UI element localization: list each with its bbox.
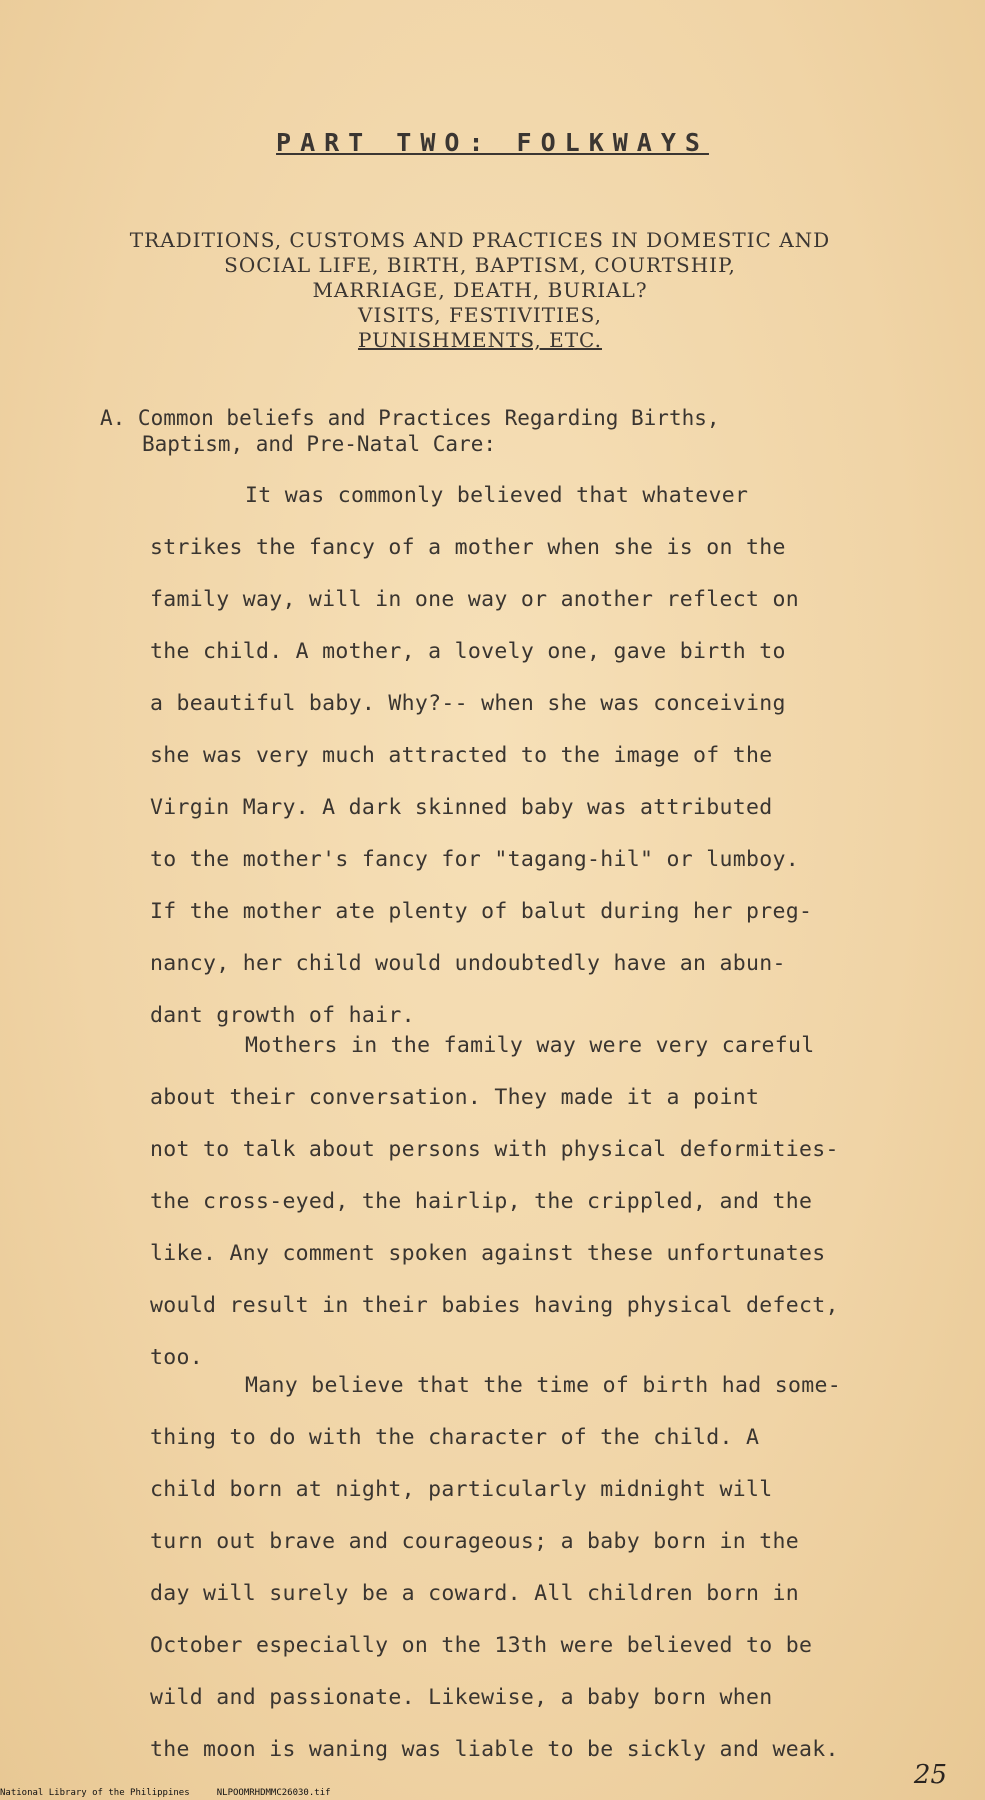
text-line: October especially on the 13th were believed to be bbox=[150, 1633, 813, 1658]
subtitle-line: PUNISHMENTS, ETC. bbox=[357, 328, 602, 352]
text-line: the cross-eyed, the hairlip, the crippled, and the bbox=[150, 1189, 813, 1214]
text-line: she was very much attracted to the image of the bbox=[150, 743, 773, 768]
heading-line: Baptism, and Pre-Natal Care: bbox=[142, 432, 497, 456]
page-title: PART TWO: FOLKWAYS bbox=[276, 128, 709, 157]
text-line: family way, will in one way or another reflect on bbox=[150, 587, 799, 612]
archive-footer: National Library of the Philippines NLPOOMRHDMMC26030.tif bbox=[0, 1788, 331, 1798]
text-line: thing to do with the character of the child. A bbox=[150, 1425, 760, 1450]
text-line: to the mother's fancy for "tagang-hil" or lumboy. bbox=[150, 847, 799, 872]
text-line: would result in their babies having physical defect, bbox=[150, 1293, 839, 1318]
text-line: wild and passionate. Likewise, a baby born when bbox=[150, 1685, 773, 1710]
text-line: Virgin Mary. A dark skinned baby was attributed bbox=[150, 795, 773, 820]
text-line: dant growth of hair. bbox=[150, 1003, 415, 1028]
text-line: Mothers in the family way were very careful bbox=[245, 1033, 815, 1058]
subtitle-line: TRADITIONS, CUSTOMS AND PRACTICES IN DOMESTIC AND bbox=[129, 228, 831, 252]
text-line: the moon is waning was liable to be sickly and weak. bbox=[150, 1737, 839, 1762]
text-line: a beautiful baby. Why?-- when she was conceiving bbox=[150, 691, 786, 716]
text-line: too. bbox=[150, 1345, 203, 1370]
text-line: nancy, her child would undoubtedly have an abun- bbox=[150, 951, 786, 976]
subtitle-line: SOCIAL LIFE, BIRTH, BAPTISM, COURTSHIP, bbox=[224, 253, 736, 277]
text-line: Many believe that the time of birth had some- bbox=[245, 1373, 841, 1398]
paragraph-2 bbox=[150, 1020, 950, 1384]
text-line: not to talk about persons with physical deformities- bbox=[150, 1137, 839, 1162]
paragraph-3 bbox=[150, 1360, 950, 1776]
section-subtitle bbox=[80, 228, 880, 353]
section-heading bbox=[100, 405, 900, 457]
text-line: strikes the fancy of a mother when she is on the bbox=[150, 535, 786, 560]
paragraph-1 bbox=[150, 470, 950, 1042]
text-line: If the mother ate plenty of balut during her preg- bbox=[150, 899, 813, 924]
text-line: It was commonly believed that whatever bbox=[245, 483, 749, 508]
text-line: the child. A mother, a lovely one, gave birth to bbox=[150, 639, 786, 664]
text-line: turn out brave and courageous; a baby born in the bbox=[150, 1529, 799, 1554]
page-number: 25 bbox=[913, 1760, 947, 1790]
text-line: child born at night, particularly midnight will bbox=[150, 1477, 773, 1502]
heading-line: A. Common beliefs and Practices Regarding Births, bbox=[100, 406, 720, 430]
subtitle-line: VISITS, FESTIVITIES, bbox=[358, 303, 602, 327]
text-line: about their conversation. They made it a point bbox=[150, 1085, 760, 1110]
subtitle-line: MARRIAGE, DEATH, BURIAL? bbox=[312, 278, 648, 302]
text-line: day will surely be a coward. All children born in bbox=[150, 1581, 799, 1606]
text-line: like. Any comment spoken against these unfortunates bbox=[150, 1241, 826, 1266]
